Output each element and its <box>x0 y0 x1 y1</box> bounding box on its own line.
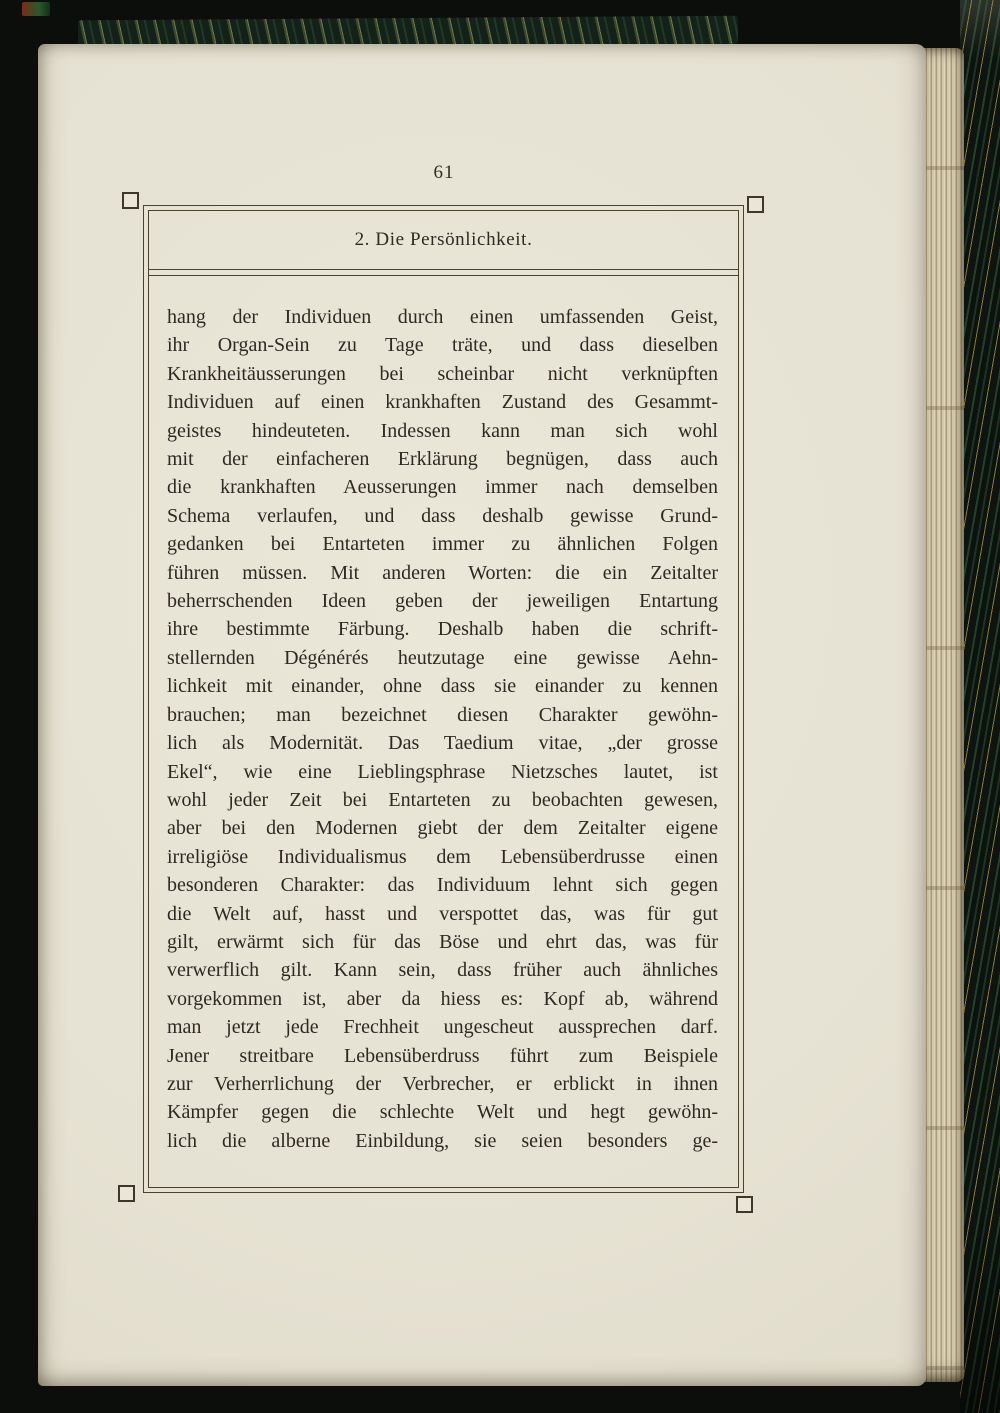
chapter-heading: 2. Die Persönlichkeit. <box>354 229 533 250</box>
text-line: ihr Organ-Sein zu Tage träte, und dass dieselben <box>167 334 718 357</box>
text-line: aber bei den Modernen giebt der dem Zeitalter eigene <box>167 817 718 840</box>
text-line: gedanken bei Entarteten immer zu ähnlichen Folgen <box>167 533 718 556</box>
text-line: lichkeit mit einander, ohne dass sie einander zu kennen <box>167 675 718 698</box>
text-line: vorgekommen ist, aber da hiess es: Kopf ab, während <box>167 987 718 1010</box>
text-line: Individuen auf einen krankhaften Zustand des Gesammt- <box>167 391 718 414</box>
stacked-page-edges <box>924 48 964 1382</box>
text-line: die krankhaften Aeusserungen immer nach demselben <box>167 476 718 499</box>
frame-corner-ornament-top-right <box>747 196 764 213</box>
text-line: brauchen; man bezeichnet diesen Charakter gewöhn- <box>167 703 718 726</box>
cover-marbling-right <box>960 0 1000 1413</box>
text-line: stellernden Dégénérés heutzutage eine gewisse Aehn- <box>167 646 718 669</box>
text-line: lich die alberne Einbildung, sie seien besonders ge- <box>167 1129 718 1152</box>
text-line: irreligiöse Individualismus dem Lebensüberdrusse einen <box>167 845 718 868</box>
text-line: man jetzt jede Frechheit ungescheut aussprechen darf. <box>167 1016 718 1039</box>
text-line: gilt, erwärmt sich für das Böse und ehrt das, was für <box>167 930 718 953</box>
text-line: hang der Individuen durch einen umfassenden Geist, <box>167 306 718 328</box>
text-line: Schema verlaufen, und dass deshalb gewisse Grund- <box>167 504 718 527</box>
text-line: geistes hindeuteten. Indessen kann man sich wohl <box>167 419 718 442</box>
text-line: die Welt auf, hasst und verspottet das, was für gut <box>167 902 718 925</box>
text-line: beherrschenden Ideen geben der jeweiligen Entartung <box>167 590 718 613</box>
text-line: besonderen Charakter: das Individuum lehnt sich gegen <box>167 874 718 897</box>
text-line: Krankheitäusserungen bei scheinbar nicht verknüpften <box>167 362 718 385</box>
text-line: wohl jeder Zeit bei Entarteten zu beobachten gewesen, <box>167 788 718 811</box>
frame-corner-ornament-top-left <box>122 192 139 209</box>
text-line: Kämpfer gegen die schlechte Welt und hegt gewöhn- <box>167 1101 718 1124</box>
text-line: führen müssen. Mit anderen Worten: die ein Zeitalter <box>167 561 718 584</box>
text-line: Jener streitbare Lebensüberdruss führt zum Beispiele <box>167 1044 718 1067</box>
frame-corner-ornament-bottom-right <box>736 1196 753 1213</box>
text-line: Ekel“, wie eine Lieblingsphrase Nietzsches lautet, ist <box>167 760 718 783</box>
page-number: 61 <box>433 162 455 183</box>
cover-edge-detail <box>22 2 50 16</box>
text-frame-inner <box>148 210 739 1188</box>
text-frame <box>143 205 744 1193</box>
text-line: lich als Modernität. Das Taedium vitae, „der grosse <box>167 732 718 755</box>
frame-corner-ornament-bottom-left <box>118 1185 135 1202</box>
frame-header <box>149 211 738 269</box>
body-text <box>149 276 738 1187</box>
header-divider-rule <box>149 269 738 276</box>
text-line: zur Verherrlichung der Verbrecher, er erblickt in ihnen <box>167 1072 718 1095</box>
text-line: mit der einfacheren Erklärung begnügen, dass auch <box>167 448 718 471</box>
text-line: ihre bestimmte Färbung. Deshalb haben die schrift- <box>167 618 718 641</box>
text-line: verwerflich gilt. Kann sein, dass früher auch ähnliches <box>167 959 718 982</box>
